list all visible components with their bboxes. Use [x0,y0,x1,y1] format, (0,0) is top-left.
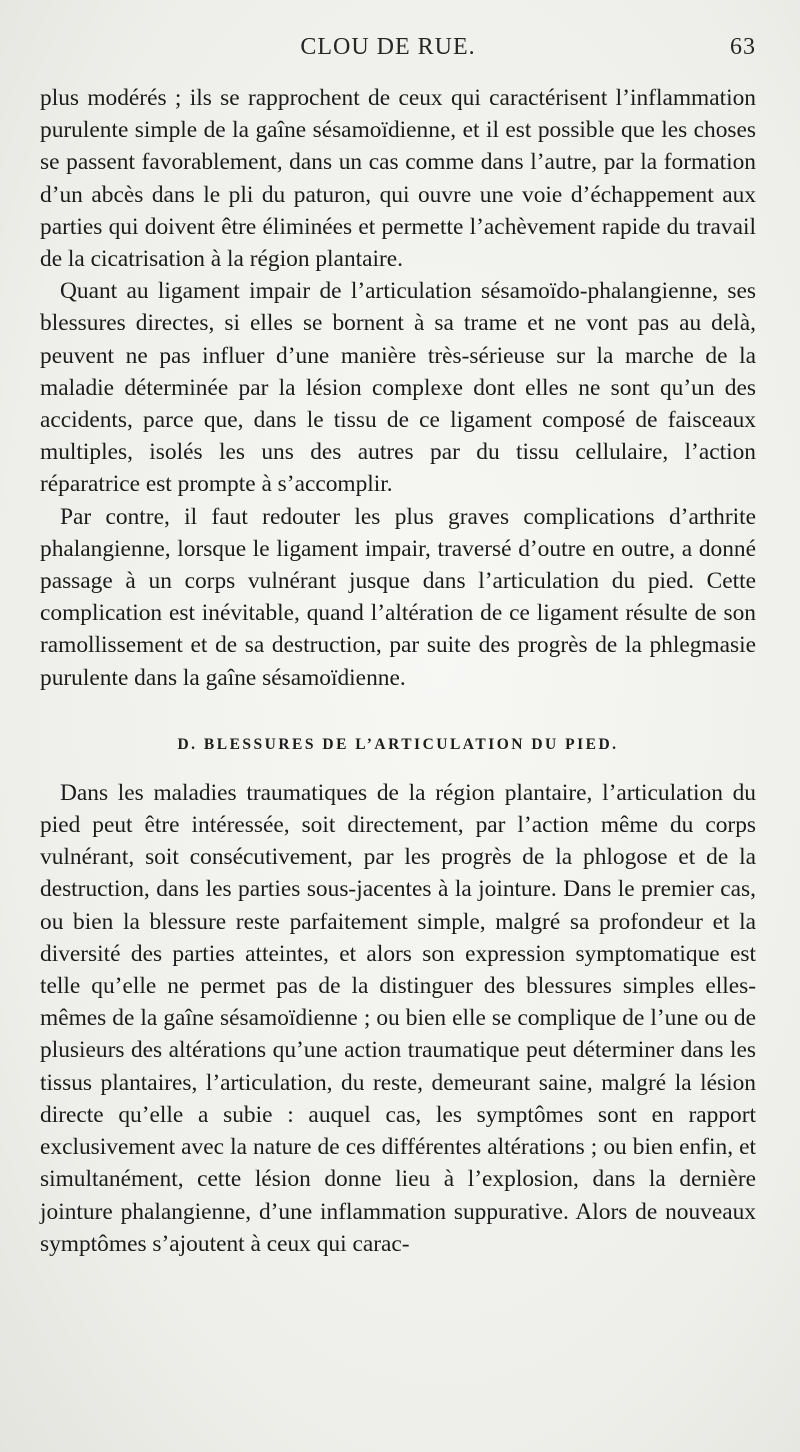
paragraph-continuation: plus modérés ; ils se rapprochent de ceux qui caractérisent l’inflammation purulente simple de la gaîne sésamoïdienne, et il est possible que les choses se passent favorablement, dans un cas comme dans l’autre, par la formation d’un abcès dans le pli du paturon, qui ouvre une voie d’échappement aux parties qui doivent être éliminées et permette l’achèvement rapide du travail de la cicatrisation à la région plantaire. [40,85,756,273]
paragraph-ligament-impair: Quant au ligament impair de l’articulation sésamoïdo-phalangienne, ses blessures directes, si elles se bornent à sa trame et ne vont pas au delà, peuvent ne pas influer d’une manière très-sérieuse sur la marche de la maladie déterminée par la lésion complexe dont elles ne sont qu’un des accidents, parce que, dans le tissu de ce ligament composé de faisceaux multiples, isolés les uns des autres par du tissu cellulaire, l’action réparatrice est prompte à s’accomplir. [40,278,756,498]
running-title: CLOU DE RUE. [300,34,476,60]
page-number: 63 [730,34,756,60]
paragraph-articulation-du-pied: Dans les maladies traumatiques de la région plantaire, l’articulation du pied peut être intéressée, soit directement, par l’action même du corps vulnérant, soit consécutivement, par les progrès de la phlogose et de la destruction, dans les parties sous-jacentes à la jointure. Dans le premier cas, ou bien la blessure reste parfaitement simple, malgré sa profondeur et la diversité des parties atteintes, et alors son expression symptomatique est telle qu’elle ne permet pas de la distinguer des blessures simples elles-mêmes de la gaîne sésamoïdienne ; ou bien elle se complique de l’une ou de plusieurs des altérations qu’une action traumatique peut déterminer dans les tissus plantaires, l’articulation, du reste, demeurant saine, malgré la lésion directe qu’elle a subie : auquel cas, les symptômes sont en rapport exclusivement avec la nature de ces différentes altérations ; ou bien enfin, et simultanément, cette lésion donne lieu à l’explosion, dans la dernière jointure phalangienne, d’une inflammation suppurative. Alors de nouveaux symptômes s’ajoutent à ceux qui carac- [40,779,756,1257]
paragraph-arthrite: Par contre, il faut redouter les plus graves complications d’arthrite phalangienne, lorsque le ligament impair, traversé d’outre en outre, a donné passage à un corps vulnérant jusque dans l’articulation du pied. Cette complication est inévitable, quand l’altération de ce ligament résulte de son ramollissement et de sa destruction, par suite des progrès de la phlegmasie purulente dans la gaîne sésamoïdienne. [40,503,756,691]
running-head [40,26,756,70]
section-heading: D. BLESSURES DE L’ARTICULATION DU PIED. [177,735,619,753]
